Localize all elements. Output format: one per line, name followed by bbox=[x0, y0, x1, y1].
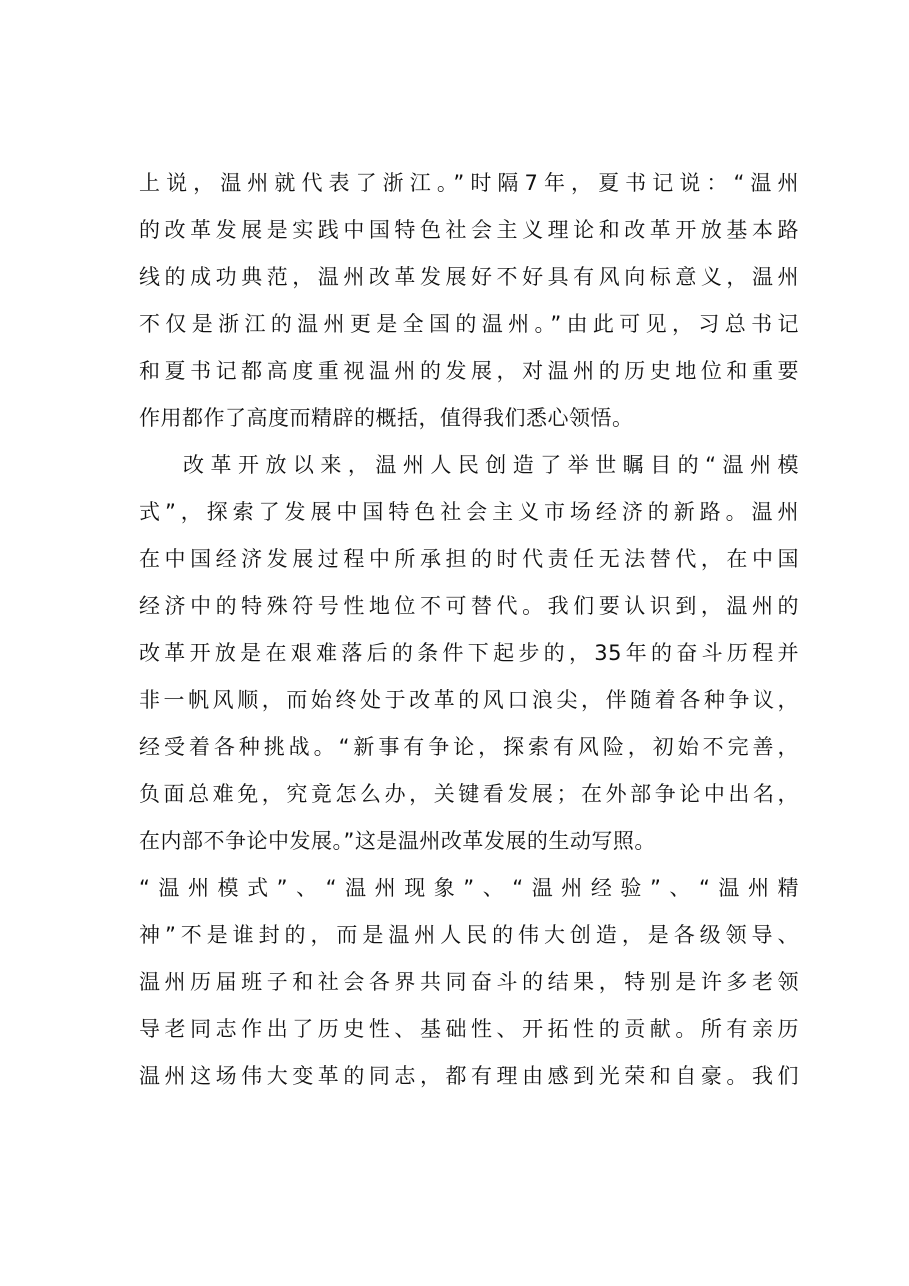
text-line: 神”不是谁封的，而是温州人民的伟大创造，是各级领导、 bbox=[139, 923, 799, 947]
text-line: 上说，温州就代表了浙江。”时隔7年，夏书记说：“温州 bbox=[139, 171, 799, 195]
text-line: 经济中的特殊符号性地位不可替代。我们要认识到，温州的 bbox=[139, 594, 799, 618]
text-line: “温州模式”、“温州现象”、“温州经验”、“温州精 bbox=[139, 876, 799, 900]
text-line: 的改革发展是实践中国特色社会主义理论和改革开放基本路 bbox=[139, 218, 799, 242]
text-line: 改革开放是在艰难落后的条件下起步的，35年的奋斗历程并 bbox=[139, 641, 799, 665]
text-line: 在中国经济发展过程中所承担的时代责任无法替代，在中国 bbox=[139, 547, 799, 571]
text-line: 不仅是浙江的温州更是全国的温州。”由此可见，习总书记 bbox=[139, 312, 799, 336]
text-line: 线的成功典范，温州改革发展好不好具有风向标意义，温州 bbox=[139, 265, 799, 289]
text-line: 和夏书记都高度重视温州的发展，对温州的历史地位和重要 bbox=[139, 359, 799, 383]
text-line: 导老同志作出了历史性、基础性、开拓性的贡献。所有亲历 bbox=[139, 1017, 799, 1041]
text-line: 温州历届班子和社会各界共同奋斗的结果，特别是许多老领 bbox=[139, 970, 799, 994]
paragraph-2 bbox=[139, 442, 799, 1100]
text-line: 温州这场伟大变革的同志，都有理由感到光荣和自豪。我们 bbox=[139, 1064, 799, 1088]
text-line: 经受着各种挑战。“新事有争论，探索有风险，初始不完善， bbox=[139, 735, 799, 759]
paragraph-1 bbox=[139, 160, 799, 442]
text-line: 非一帆风顺，而始终处于改革的风口浪尖，伴随着各种争议， bbox=[139, 688, 799, 712]
text-line: 作用都作了高度而精辟的概括，值得我们悉心领悟。 bbox=[139, 406, 634, 430]
text-line: 负面总难免，究竟怎么办，关键看发展；在外部争论中出名， bbox=[139, 782, 799, 806]
body-text bbox=[139, 160, 799, 1100]
text-line: 式”，探索了发展中国特色社会主义市场经济的新路。温州 bbox=[139, 500, 799, 524]
text-line: 在内部不争论中发展。”这是温州改革发展的生动写照。 bbox=[139, 829, 656, 853]
text-line: 改革开放以来，温州人民创造了举世瞩目的“温州模 bbox=[183, 453, 799, 477]
